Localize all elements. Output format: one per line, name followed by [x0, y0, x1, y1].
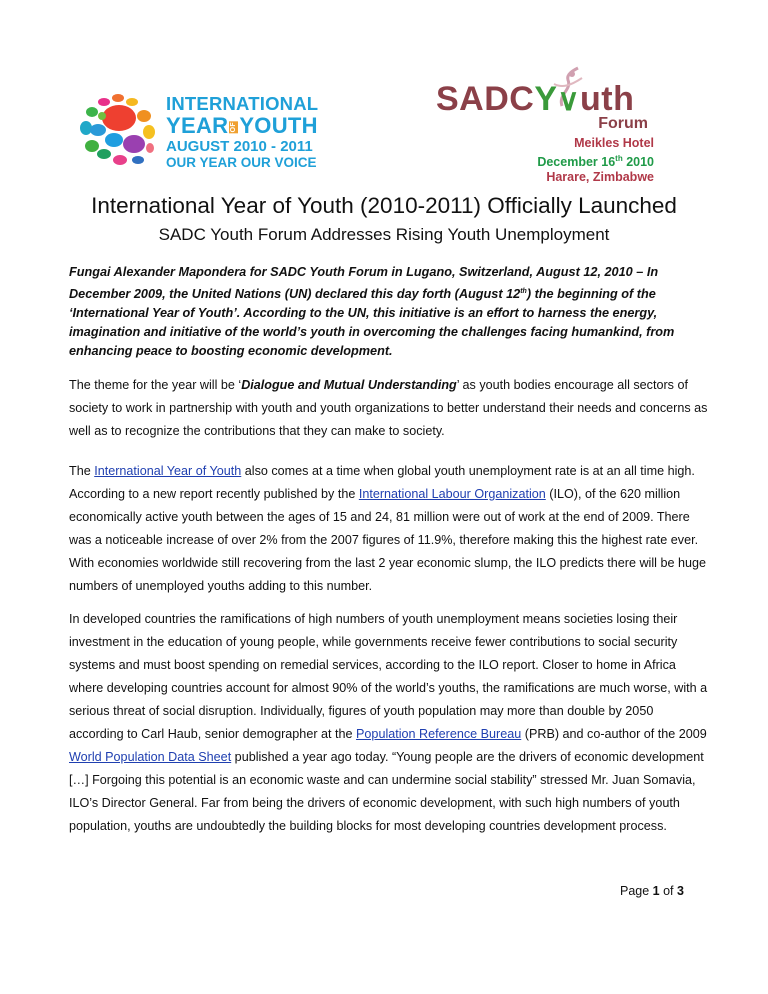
event-details	[537, 136, 654, 185]
lede-superscript: th	[520, 288, 527, 295]
developed-countries-paragraph	[69, 608, 709, 838]
lede-text-1: Fungai Alexander Mapondera for SADC Youth Forum in Lugano, Switzerland, August 12, 2010 – In December 2009, the United Nations (UN) declared this day forth (August 12	[69, 265, 659, 302]
iyy-line-4: OUR YEAR OUR VOICE	[166, 154, 317, 170]
p2-text-1: The	[69, 464, 95, 478]
iyy-year-word: YEAR	[166, 112, 229, 138]
forum-label: Forum	[598, 115, 648, 132]
event-date	[537, 151, 654, 170]
international-year-of-youth-logo	[74, 88, 324, 168]
iyy-line-2	[166, 112, 318, 138]
speech-bubbles-globe-icon	[74, 88, 158, 172]
iyy-youth-word: YOUTH	[239, 112, 318, 138]
iyy-of-badge: OF	[230, 121, 238, 132]
international-labour-organization-link[interactable]: International Labour Organization	[358, 487, 546, 501]
p3-text-2: (PRB) and co-author of the 2009	[521, 727, 707, 741]
unemployment-paragraph	[69, 460, 709, 598]
page-number	[620, 884, 684, 898]
document-subtitle: SADC Youth Forum Addresses Rising Youth Unemployment	[158, 225, 610, 244]
document-title: International Year of Youth (2010-2011) Officially Launched	[91, 193, 677, 218]
p3-text-3: published a year ago today. “Young people are the drivers of economic development […] Forgoing this potential is an economic waste and can undermine social stability” stressed Mr. Juan Somavia, ILO’s Director General. Far from being the drivers of economic development, with such high numbers of youth population, youths are undoubtedly the building blocks for most developing countries development process.	[69, 750, 704, 833]
lede-text-2: ) the beginning of the ‘International Year of Youth’. According to the UN, this initiative is an effort to harness the energy, imagination and initiative of the world’s youth in overcoming the challenges facing humankind, from enhancing peace to boosting economic development.	[69, 287, 675, 359]
event-date-suffix: th	[615, 154, 623, 163]
world-population-data-sheet-link[interactable]: World Population Data Sheet	[69, 750, 232, 764]
p2-text-3: (ILO), of the 620 million economically active youth between the ages of 15 and 24, 81 million were out of work at the end of 2009. There was a noticeable increase of over 2% from the 2007 figures of 11.9%, therefore making this the highest rate ever. With economies worldwide still recovering from the last 2 year economic slump, the ILO predicts there will be huge numbers of unemployed youths adding to this number.	[69, 487, 706, 593]
theme-emphasis: Dialogue and Mutual Understanding	[241, 378, 457, 392]
p1-text-1: The theme for the year will be ‘	[69, 378, 242, 392]
event-date-day: December 16	[537, 155, 616, 170]
p2-text-2: also comes at a time when global youth unemployment rate is at an all time high. According to a new report recently published by the	[69, 464, 695, 501]
lede-paragraph	[69, 263, 709, 361]
iyy-line-1: INTERNATIONAL	[166, 93, 319, 114]
iyy-line-3: AUGUST 2010 - 2011	[166, 137, 313, 155]
o-glyph: ∨	[557, 84, 580, 117]
p1-text-2: ’ as youth bodies encourage all sectors of society to work in partnership with youth and youth organizations to better understand their needs and concerns as well as to recognize the contributions that they can make to society.	[69, 378, 708, 438]
sadc-word: SADC	[436, 80, 535, 118]
y-letter: Y	[534, 80, 558, 118]
event-venue: Meikles Hotel	[574, 136, 654, 150]
event-city: Harare, Zimbabwe	[546, 170, 654, 185]
theme-paragraph	[69, 374, 709, 443]
sadc-youth-wordmark	[436, 82, 634, 116]
population-reference-bureau-link[interactable]: Population Reference Bureau	[356, 727, 522, 741]
event-date-year: 2010	[622, 155, 654, 170]
international-year-of-youth-link[interactable]: International Year of Youth	[94, 464, 242, 478]
p3-text-1: In developed countries the ramifications of high numbers of youth unemployment means societies losing their investment in the education of young people, while governments receive fewer contributions to social security systems and must boost spending on remedial services, according to the ILO report. Closer to home in Africa where developing countries account for almost 90% of the world’s youths, the ramifications are much worse, with a serious threat of social disruption. Individually, figures of youth population may more than double by 2050 according to Carl Haub, senior demographer at the	[69, 612, 708, 741]
page-label: Page	[620, 884, 653, 898]
of-label: of	[659, 884, 677, 898]
uth-word: uth	[580, 80, 635, 118]
current-page: 1	[652, 884, 660, 898]
total-pages: 3	[677, 884, 684, 898]
iyy-logo-text	[166, 95, 318, 169]
sadc-youth-forum-logo	[430, 66, 660, 185]
